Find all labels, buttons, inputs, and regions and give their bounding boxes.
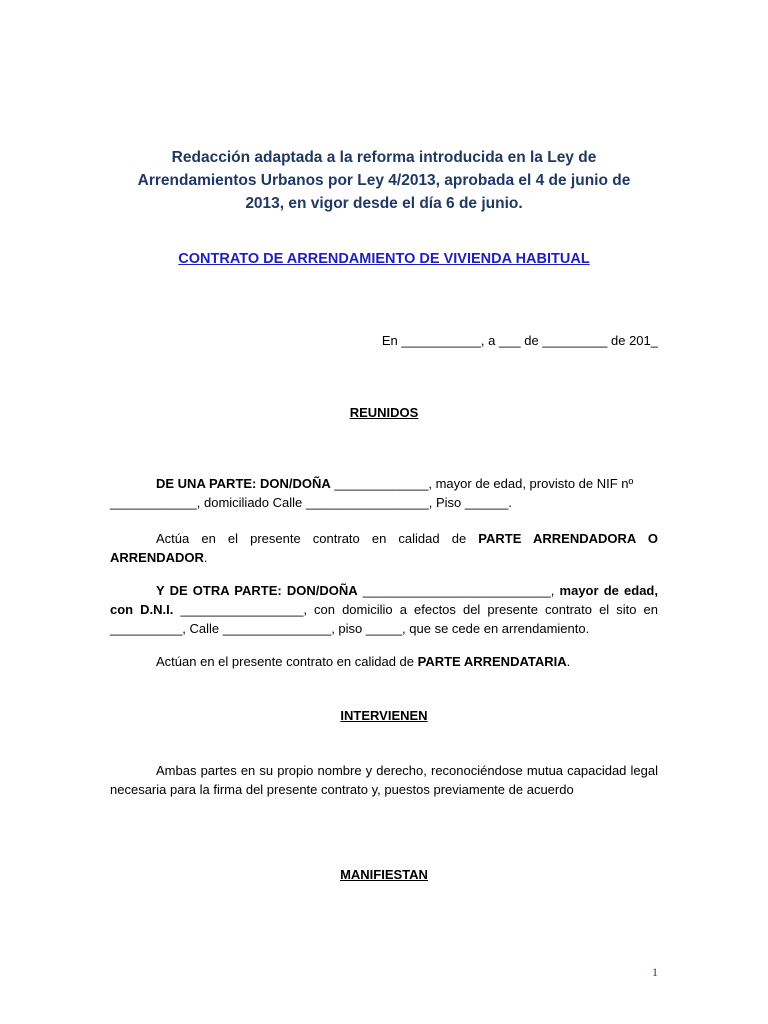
actua-text: Actúa en el presente contrato en calidad de [156, 531, 479, 546]
actua-paragraph [110, 529, 658, 567]
reform-note-line-3: 2013, en vigor desde el día 6 de junio. [245, 195, 523, 212]
actua-end: . [203, 550, 208, 565]
parte-arrendataria-text: _________________, con domicilio a efectos del presente contrato el sito en __________, Calle _______________, piso _____, que se cede en arrendamiento. [110, 602, 658, 636]
actuan-end: . [566, 654, 571, 669]
document-title: CONTRATO DE ARRENDAMIENTO DE VIVIENDA HABITUAL [178, 251, 590, 267]
parte-arrendataria-blank: __________________________, [357, 583, 560, 598]
heading-intervienen: INTERVIENEN [340, 708, 428, 723]
actua-role: PARTE ARRENDADORA O ARRENDADOR [110, 531, 658, 565]
heading-reunidos: REUNIDOS [349, 405, 419, 420]
page-number: 1 [652, 965, 658, 979]
intervienen-paragraph: Ambas partes en su propio nombre y derecho, reconociéndose mutua capacidad legal necesaria para la firma del presente contrato y, puestos previamente de acuerdo [110, 763, 658, 797]
parte-arrendataria-bold: mayor de edad, con D.N.I. [110, 583, 658, 617]
actuan-role: PARTE ARRENDATARIA [417, 654, 567, 669]
parte-arrendataria-label: Y DE OTRA PARTE: DON/DOÑA [156, 583, 358, 598]
parte-arrendadora-text-2: ____________, domiciliado Calle _________________, Piso ______. [110, 495, 512, 510]
parte-arrendataria-paragraph [110, 581, 658, 638]
reform-note-line-1: Redacción adaptada a la reforma introducida en la Ley de [171, 149, 597, 166]
reform-note [110, 146, 658, 215]
date-line: En ___________, a ___ de _________ de 201_ [381, 333, 658, 348]
parte-arrendadora-paragraph [110, 474, 658, 512]
parte-arrendadora-label: DE UNA PARTE: DON/DOÑA [156, 476, 331, 491]
actuan-paragraph [110, 652, 658, 671]
actuan-text: Actúan en el presente contrato en calidad de [156, 654, 418, 669]
parte-arrendadora-text-1: _____________, mayor de edad, provisto de NIF nº [330, 476, 634, 491]
heading-manifiestan: MANIFIESTAN [340, 867, 428, 882]
reform-note-line-2: Arrendamientos Urbanos por Ley 4/2013, aprobada el 4 de junio de [137, 172, 631, 189]
